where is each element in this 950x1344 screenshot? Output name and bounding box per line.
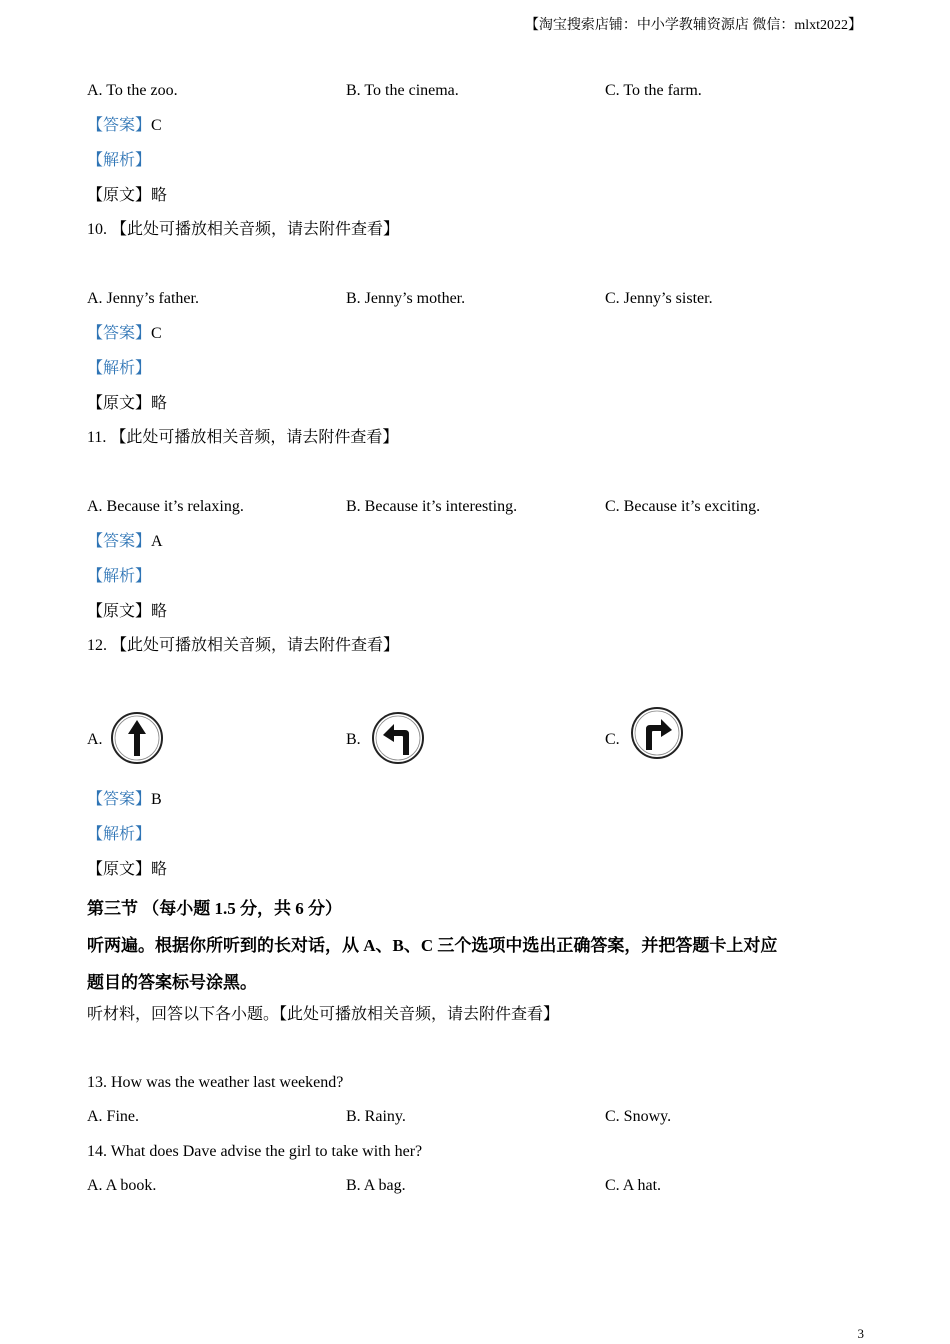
q10-option-b: B. Jenny’s mother. bbox=[346, 290, 466, 307]
page-number: 3 bbox=[857, 1326, 864, 1341]
arrow-straight-icon bbox=[110, 711, 164, 765]
arrow-turn-left-icon bbox=[371, 711, 425, 765]
q12-option-b-label: B. bbox=[346, 731, 361, 748]
q14-option-c: C. A hat. bbox=[605, 1177, 662, 1194]
answer-label: 【答案】 bbox=[87, 533, 152, 550]
q11-analysis-label: 【解析】 bbox=[87, 568, 152, 585]
q10-analysis-label: 【解析】 bbox=[87, 360, 152, 377]
q10-answer-row bbox=[87, 324, 162, 344]
q9-answer-value: C bbox=[151, 117, 162, 134]
q13-option-c: C. Snowy. bbox=[605, 1108, 672, 1125]
q11-option-c: C. Because it’s exciting. bbox=[605, 498, 761, 515]
q9-analysis-label: 【解析】 bbox=[87, 152, 152, 169]
q11-answer-row bbox=[87, 532, 163, 552]
q12-analysis-label: 【解析】 bbox=[87, 826, 152, 843]
q12-original-text: 【原文】略 bbox=[87, 861, 168, 878]
q9-option-c: C. To the farm. bbox=[605, 82, 702, 99]
q11-option-b: B. Because it’s interesting. bbox=[346, 498, 518, 515]
answer-label: 【答案】 bbox=[87, 117, 152, 134]
q10-option-a: A. Jenny’s father. bbox=[87, 290, 199, 307]
q12-option-a-label: A. bbox=[87, 731, 103, 748]
section3-instruction-line2: 题目的答案标号涂黑。 bbox=[87, 973, 257, 992]
answer-label: 【答案】 bbox=[87, 791, 152, 808]
q10-option-c: C. Jenny’s sister. bbox=[605, 290, 713, 307]
q14-option-a: A. A book. bbox=[87, 1177, 157, 1194]
section3-instruction-line1: 听两遍。根据你所听到的长对话，从 A、B、C 三个选项中选出正确答案，并把答题卡上对应 bbox=[87, 936, 778, 955]
answer-label: 【答案】 bbox=[87, 325, 152, 342]
q11-answer-value: A bbox=[151, 533, 163, 550]
q14-option-b: B. A bag. bbox=[346, 1177, 406, 1194]
q10-title: 10. 【此处可播放相关音频，请去附件查看】 bbox=[87, 221, 400, 238]
q10-answer-value: C bbox=[151, 325, 162, 342]
q12-answer-row bbox=[87, 790, 162, 810]
q9-original-text: 【原文】略 bbox=[87, 187, 168, 204]
q12-option-c-label: C. bbox=[605, 731, 620, 748]
q11-title: 11. 【此处可播放相关音频，请去附件查看】 bbox=[87, 429, 399, 446]
page-header: 【淘宝搜索店铺：中小学教辅资源店 微信：mlxt2022】 bbox=[524, 18, 862, 33]
section3-material: 听材料，回答以下各小题。【此处可播放相关音频，请去附件查看】 bbox=[87, 1006, 560, 1023]
q9-answer-row bbox=[87, 116, 162, 136]
q13-title: 13. How was the weather last weekend? bbox=[87, 1074, 344, 1091]
q11-original-text: 【原文】略 bbox=[87, 603, 168, 620]
q9-option-a: A. To the zoo. bbox=[87, 82, 178, 99]
q12-title: 12. 【此处可播放相关音频，请去附件查看】 bbox=[87, 637, 400, 654]
arrow-turn-right-icon bbox=[630, 706, 684, 760]
q12-answer-value: B bbox=[151, 791, 162, 808]
q10-original-text: 【原文】略 bbox=[87, 395, 168, 412]
q13-option-b: B. Rainy. bbox=[346, 1108, 406, 1125]
section3-title: 第三节 （每小题 1.5 分，共 6 分） bbox=[87, 899, 342, 918]
q9-option-b: B. To the cinema. bbox=[346, 82, 459, 99]
q11-option-a: A. Because it’s relaxing. bbox=[87, 498, 244, 515]
q13-option-a: A. Fine. bbox=[87, 1108, 139, 1125]
q14-title: 14. What does Dave advise the girl to take with her? bbox=[87, 1143, 423, 1160]
